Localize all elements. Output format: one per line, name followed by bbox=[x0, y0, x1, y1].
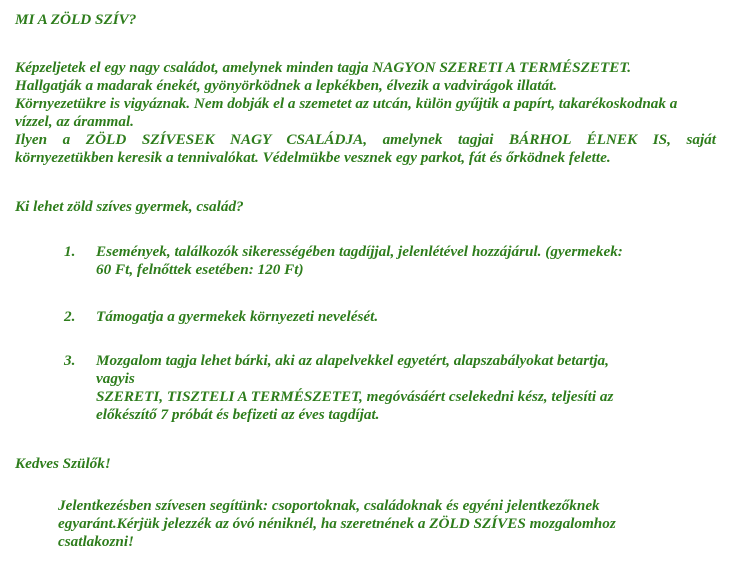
list-item-line: SZERETI, TISZTELI A TERMÉSZETET, megóvásáért cselekedni kész, teljesíti az bbox=[96, 388, 614, 405]
intro-line: Hallgatják a madarak énekét, gyönyörködnek a lepkékben, élvezik a vadvirágok illatát. bbox=[15, 77, 558, 94]
closing-line: egyaránt.Kérjük jelezzék az óvó néniknél, ha szeretnének a ZÖLD SZÍVES mozgalomhoz bbox=[58, 515, 616, 532]
greeting: Kedves Szülők! bbox=[15, 455, 111, 472]
intro-line: Környezetükre is vigyáznak. Nem dobják el a szemetet az utcán, külön gyűjtik a papírt, takarékoskodnak a bbox=[15, 95, 678, 112]
list-item-line: vagyis bbox=[96, 370, 135, 387]
list-item bbox=[96, 308, 696, 326]
list-item-line: előkészítő 7 próbát és befizeti az éves tagdíjat. bbox=[96, 406, 380, 423]
list-item-line: Támogatja a gyermekek környezeti nevelését. bbox=[96, 308, 379, 325]
list-item-number: 3. bbox=[64, 352, 76, 369]
list-item-number: 2. bbox=[64, 308, 76, 325]
list-item-line: Események, találkozók sikerességében tagdíjjal, jelenlétével hozzájárul. (gyermekek: bbox=[96, 243, 623, 260]
list-item bbox=[96, 243, 696, 279]
intro-line: vízzel, az árammal. bbox=[15, 113, 134, 130]
intro-paragraph bbox=[15, 59, 716, 167]
intro-line: környezetükben keresik a tennivalókat. Védelmükbe vesznek egy parkot, fát és őrködnek felette. bbox=[15, 149, 611, 166]
section-question: Ki lehet zöld szíves gyermek, család? bbox=[15, 198, 244, 215]
list-item-number: 1. bbox=[64, 243, 76, 260]
list-item-line: Mozgalom tagja lehet bárki, aki az alapelvekkel egyetért, alapszabályokat betartja, bbox=[96, 352, 609, 369]
closing-paragraph bbox=[58, 497, 718, 551]
intro-line: Ilyen a ZÖLD SZÍVESEK NAGY CSALÁDJA, amelynek tagjai BÁRHOL ÉLNEK IS, saját bbox=[15, 131, 716, 148]
closing-line: csatlakozni! bbox=[58, 533, 134, 550]
list-item-line: 60 Ft, felnőttek esetében: 120 Ft) bbox=[96, 261, 304, 278]
closing-line: Jelentkezésben szívesen segítünk: csoportoknak, családoknak és egyéni jelentkezőknek bbox=[58, 497, 600, 514]
intro-line: Képzeljetek el egy nagy családot, amelynek minden tagja NAGYON SZERETI A TERMÉSZETET. bbox=[15, 59, 632, 76]
list-item bbox=[96, 352, 696, 424]
page-title: MI A ZÖLD SZÍV? bbox=[15, 11, 137, 28]
